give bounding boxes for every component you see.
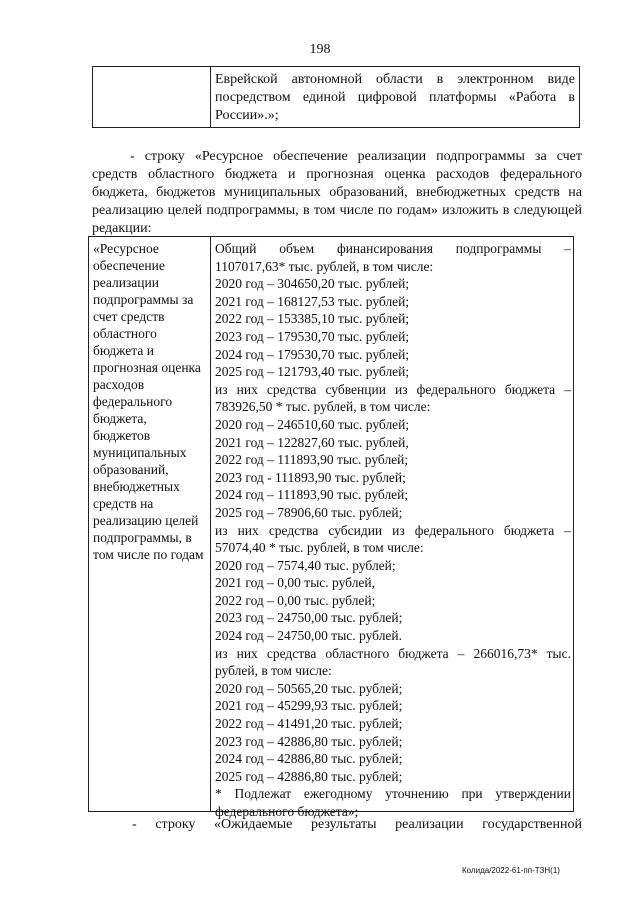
resource-line: рублей, в том числе: — [215, 663, 332, 679]
resource-line: 2024 год – 111893,90 тыс. рублей; — [215, 487, 409, 503]
resource-line: 2021 год – 0,00 тыс. рублей, — [215, 575, 376, 591]
resource-line: 2020 год – 304650,20 тыс. рублей; — [215, 276, 410, 292]
resource-line: Общий объем финансирования подпрограммы – — [215, 241, 571, 256]
top-table-empty-cell — [93, 67, 211, 127]
resource-table — [88, 236, 574, 819]
resource-line: 2025 год – 42886,80 тыс. рублей; — [215, 768, 403, 784]
resource-line: 2025 год – 78906,60 тыс. рублей; — [215, 504, 403, 520]
resource-line: 2021 год – 122827,60 тыс. рублей, — [215, 434, 409, 450]
resource-line: 2022 год – 41491,20 тыс. рублей; — [215, 716, 403, 732]
amendment-paragraph — [92, 148, 582, 238]
next-amendment-paragraph — [92, 816, 582, 834]
document-code: Колида/2022-61-пп-ТЗН(1) — [462, 866, 560, 875]
resource-line: 2021 год – 168127,53 тыс. рублей; — [215, 293, 410, 309]
top-table-fragment — [92, 66, 580, 128]
resource-line: 2023 год – 179530,70 тыс. рублей; — [215, 328, 410, 344]
resource-line: 2023 год – 24750,00 тыс. рублей; — [215, 610, 403, 626]
resource-line: 2022 год – 153385,10 тыс. рублей; — [215, 311, 410, 327]
resource-line: 2025 год – 121793,40 тыс. рублей; — [215, 364, 410, 380]
resource-line: 2020 год – 7574,40 тыс. рублей; — [215, 557, 396, 573]
resource-line: из них средства субвенции из федерального бюджета – — [215, 381, 571, 397]
resource-table-values — [215, 240, 571, 821]
resource-table-label: «Ресурсное обеспечение реализации подпрограммы за счет средств областного бюджета и прогнозная оценка расходов федерального бюджета, бюджетов муниципальных образований, внебюджетных средств на реализацию целей подпрограммы, в том числе по годам — [89, 237, 211, 811]
bottom-text: строку «Ожидаемые результаты реализации государственной — [155, 817, 582, 832]
resource-line: * Подлежат ежегодному уточнению при утверждении — [215, 786, 571, 802]
resource-line: 2024 год – 42886,80 тыс. рублей; — [215, 751, 403, 767]
bottom-dash: - — [132, 817, 137, 832]
page-number: 198 — [309, 42, 331, 57]
top-table-text: Еврейской автономной области в электронном виде посредством единой цифровой платформы «Работа в России».»; — [215, 72, 575, 123]
resource-line: 1107017,63* тыс. рублей, в том числе: — [215, 258, 434, 274]
resource-line: 2022 год – 0,00 тыс. рублей; — [215, 592, 376, 608]
resource-line: 57074,40 * тыс. рублей, в том числе: — [215, 540, 424, 556]
resource-line: 2020 год – 246510,60 тыс. рублей; — [215, 416, 410, 432]
paragraph-text: строку «Ресурсное обеспечение реализации подпрограммы за счет средств областного бюджета и прогнозная оценка расходов федерального бюджета, бюджетов муниципальных образований, внебюджетных средств на реализацию целей подпрограммы, в том числе по годам» изложить в следующей редакции: — [92, 149, 582, 236]
resource-line: 783926,50 * тыс. рублей, в том числе: — [215, 399, 431, 415]
resource-line: 2021 год – 45299,93 тыс. рублей; — [215, 698, 403, 714]
resource-line: из них средства областного бюджета – 266016,73* тыс. — [215, 645, 571, 661]
resource-line: 2020 год – 50565,20 тыс. рублей; — [215, 680, 403, 696]
resource-line: федерального бюджета»; — [215, 804, 359, 819]
resource-line: 2024 год – 24750,00 тыс. рублей. — [215, 628, 403, 644]
resource-line: 2023 год – 42886,80 тыс. рублей; — [215, 733, 403, 749]
resource-line: 2022 год – 111893,90 тыс. рублей; — [215, 452, 409, 468]
resource-line: 2023 год - 111893,90 тыс. рублей; — [215, 469, 406, 485]
resource-line: 2024 год – 179530,70 тыс. рублей; — [215, 346, 410, 362]
paragraph-dash: - — [130, 149, 135, 164]
resource-line: из них средства субсидии из федерального бюджета – — [215, 522, 571, 538]
